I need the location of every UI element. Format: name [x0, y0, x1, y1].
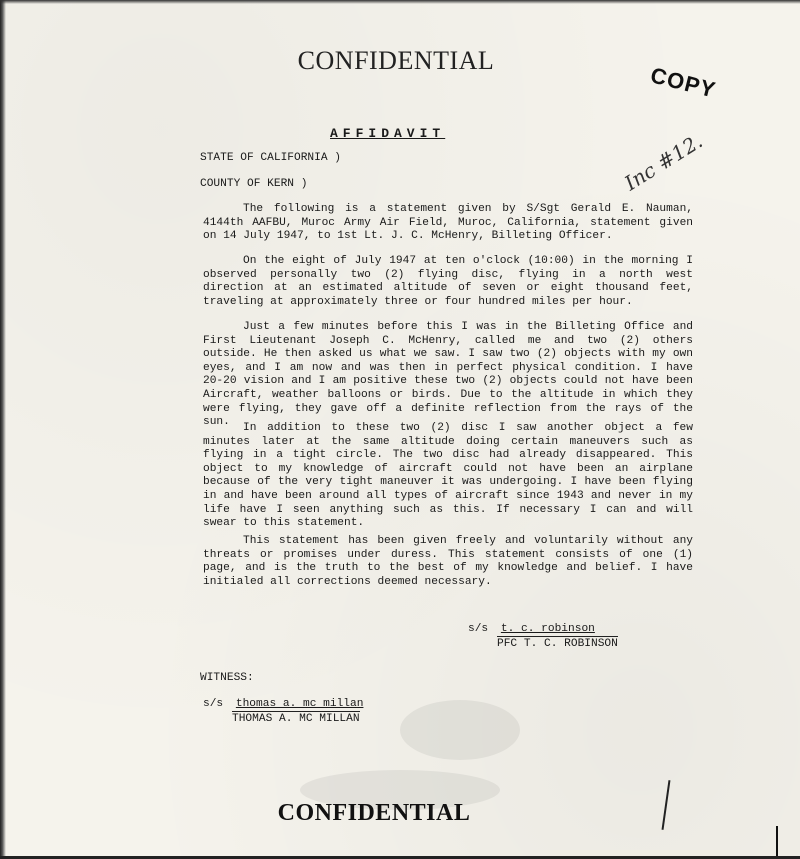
paragraph-5: This statement has been given freely and voluntarily without any threats or promises under duress. This statement consists of one (1) page, and is the truth to the best of my knowledge and belief. I have initialed all corrections deemed necessary. — [203, 535, 693, 588]
paragraph-4: In addition to these two (2) disc I saw another object a few minutes later at the same altitude doing certain maneuvers such as flying in a tight circle. The two disc had already disappeared. This object to my knowledge of aircraft could not have been an airplane because of the very tight maneuver it was undergoing. I have been flying in and have been around all types of aircraft since 1943 and never in my life have I seen anything such as this. If necessary I can and will swear to this statement. — [203, 422, 693, 530]
witness-prefix: s/s — [203, 698, 224, 710]
handwritten-note: Inc #12. — [620, 128, 707, 196]
copy-stamp: COPY — [648, 62, 719, 103]
witness-signed: thomas a. mc millan — [235, 698, 364, 710]
signature-prefix: s/s — [468, 623, 489, 635]
scan-edge-left — [0, 0, 6, 859]
signature-block — [468, 623, 595, 635]
scan-edge-top — [0, 0, 800, 4]
classification-header: CONFIDENTIAL — [297, 46, 495, 75]
witness-typed: THOMAS A. MC MILLAN — [232, 713, 360, 725]
witness-label: WITNESS: — [200, 672, 254, 684]
paragraph-1: The following is a statement given by S/Sgt Gerald E. Nauman, 4144th AAFBU, Muroc Army Air Field, Muroc, California, statement given on 14 July 1947, to 1st Lt. J. C. McHenry, Billeting Officer. — [203, 203, 693, 243]
county-line: COUNTY OF KERN ) — [200, 178, 308, 190]
classification-footer: CONFIDENTIAL — [277, 800, 471, 826]
signature-signed: t. c. robinson — [500, 623, 595, 635]
witness-signature-block — [203, 698, 363, 710]
paragraph-3: Just a few minutes before this I was in the Billeting Office and First Lieutenant Joseph C. McHenry, called me and two (2) others outside. He then asked us what we saw. I saw two (2) objects with my own eyes, and I am now and was then in perfect physical condition. I have 20-20 vision and I am positive these two (2) objects could not have been Aircraft, weather balloons or birds. Due to the altitude in which they were flying, they gave off a definite reflection from the rays of the sun. — [203, 321, 693, 429]
signature-typed-block — [497, 636, 618, 650]
corner-mark — [776, 826, 778, 856]
document-title: AFFIDAVIT — [330, 126, 446, 141]
scan-smudge — [400, 700, 520, 760]
witness-typed-block — [232, 711, 360, 725]
paragraph-2: On the eight of July 1947 at ten o'clock (10:00) in the morning I observed personally two (2) flying disc, flying in a north west direction at an estimated altitude of seven or eight thousand feet, traveling at approximately three or four hundred miles per hour. — [203, 255, 693, 308]
signature-typed: PFC T. C. ROBINSON — [497, 638, 618, 650]
state-line: STATE OF CALIFORNIA ) — [200, 152, 341, 164]
